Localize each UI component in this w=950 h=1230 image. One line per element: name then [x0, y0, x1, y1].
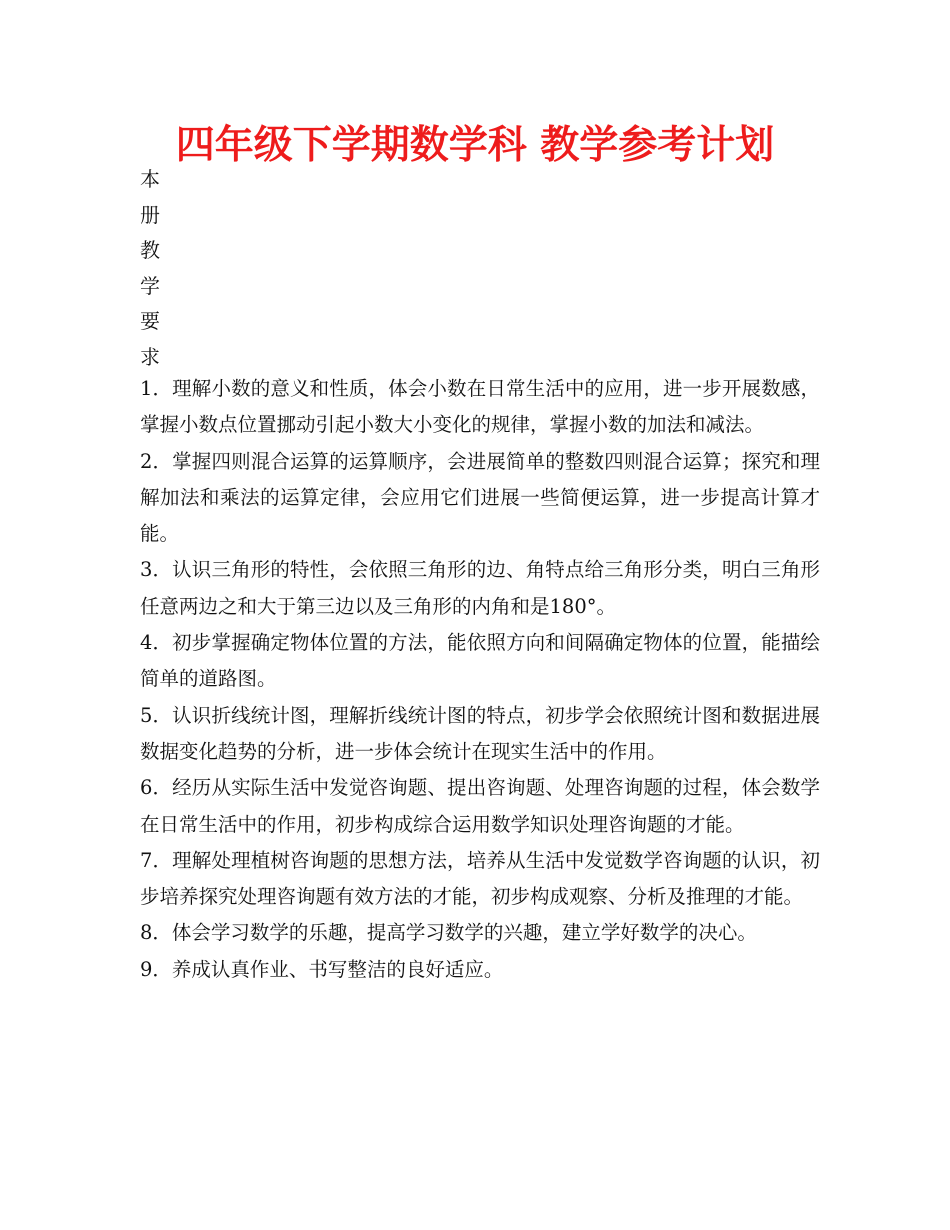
requirement-item: 6．经历从实际生活中发觉咨询题、提出咨询题、处理咨询题的过程，体会数学在日常生活中的作用，初步构成综合运用数学知识处理咨询题的才能。	[140, 776, 820, 836]
requirement-item: 4．初步掌握确定物体位置的方法，能依照方向和间隔确定物体的位置，能描绘简单的道路图。	[140, 631, 820, 691]
requirements-list	[140, 371, 820, 988]
requirement-item: 3．认识三角形的特性，会依照三角形的边、角特点给三角形分类，明白三角形任意两边之和大于第三边以及三角形的内角和是180°。	[140, 558, 820, 618]
heading-char: 本	[140, 167, 160, 191]
heading-char: 要	[140, 309, 160, 333]
requirement-item: 2．掌握四则混合运算的运算顺序，会进展简单的整数四则混合运算；探究和理解加法和乘法的运算定律，会应用它们进展一些简便运算，进一步提高计算才能。	[140, 449, 820, 546]
requirement-item: 5．认识折线统计图，理解折线统计图的特点，初步学会依照统计图和数据进展数据变化趋势的分析，进一步体会统计在现实生活中的作用。	[140, 703, 820, 763]
requirement-item: 1．理解小数的意义和性质，体会小数在日常生活中的应用，进一步开展数感，掌握小数点位置挪动引起小数大小变化的规律，掌握小数的加法和减法。	[140, 377, 820, 437]
requirement-item: 7．理解处理植树咨询题的思想方法，培养从生活中发觉数学咨询题的认识，初步培养探究处理咨询题有效方法的才能，初步构成观察、分析及推理的才能。	[140, 848, 820, 909]
requirement-item: 8．体会学习数学的乐趣，提高学习数学的兴趣，建立学好数学的决心。	[140, 921, 757, 945]
heading-char: 学	[140, 273, 160, 298]
heading-char: 册	[140, 202, 160, 227]
requirement-item: 9．养成认真作业、书写整洁的良好适应。	[140, 957, 504, 981]
document-title: 四年级下学期数学科 教学参考计划	[175, 123, 775, 168]
heading-char: 求	[140, 344, 160, 369]
heading-char: 教	[140, 238, 160, 262]
section-heading-vertical	[140, 162, 180, 375]
